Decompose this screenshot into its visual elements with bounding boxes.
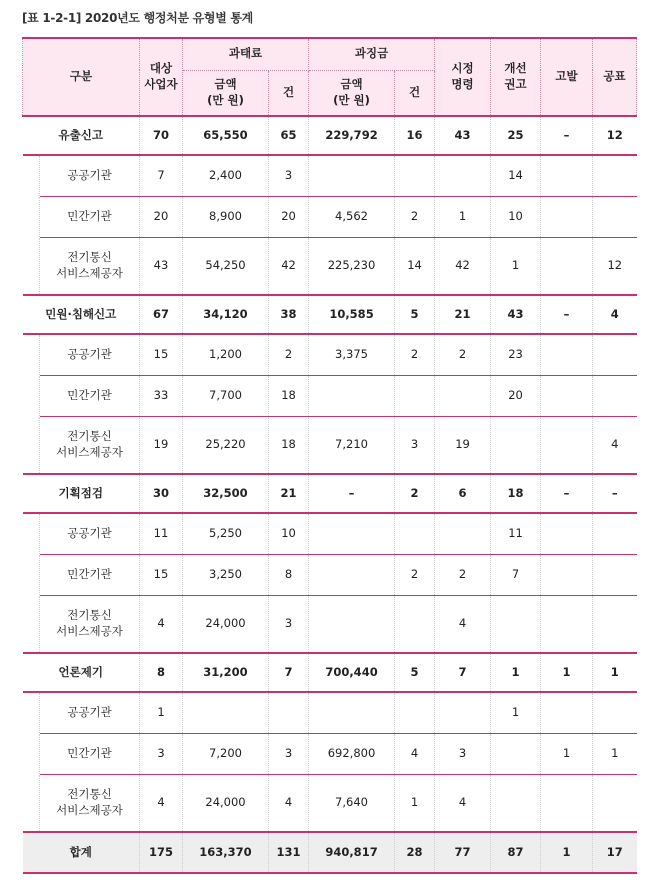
cell-publish [593, 595, 637, 653]
cell-accuse [541, 237, 593, 295]
cell-target: 8 [140, 653, 183, 692]
section-name: 기획점검 [23, 474, 140, 513]
cell-order: 1 [435, 196, 491, 237]
cell-target: 20 [140, 196, 183, 237]
indent-cell [23, 554, 40, 595]
cell-order: 21 [435, 295, 491, 334]
cell-penalty-count: 3 [395, 416, 435, 474]
cell-target: 4 [140, 774, 183, 832]
cell-recommend: 18 [491, 474, 541, 513]
sub-row [23, 733, 637, 774]
cell-accuse [541, 196, 593, 237]
cell-recommend: 1 [491, 237, 541, 295]
cell-penalty-amount [309, 595, 395, 653]
sub-row [23, 237, 637, 295]
cell-accuse [541, 334, 593, 375]
header-recommend: 개선 권고 [491, 38, 541, 116]
cell-fine-count: 131 [269, 832, 309, 873]
table-body [23, 116, 637, 873]
indent-cell [23, 155, 40, 196]
cell-publish: 12 [593, 116, 637, 155]
cell-order: 43 [435, 116, 491, 155]
section-row [23, 474, 637, 513]
sub-row [23, 554, 637, 595]
cell-fine-amount: 54,250 [183, 237, 269, 295]
header-fine-group: 과태료 [183, 38, 309, 70]
cell-penalty-amount [309, 554, 395, 595]
table-header [23, 38, 637, 116]
cell-publish [593, 196, 637, 237]
cell-accuse: 1 [541, 653, 593, 692]
cell-target: 7 [140, 155, 183, 196]
cell-fine-count: 42 [269, 237, 309, 295]
cell-accuse [541, 513, 593, 554]
sub-row [23, 416, 637, 474]
cell-target: 43 [140, 237, 183, 295]
cell-penalty-amount: 10,585 [309, 295, 395, 334]
cell-publish: – [593, 474, 637, 513]
header-penalty-amount: 금액 (만 원) [309, 70, 395, 116]
sub-name: 전기통신 서비스제공자 [40, 416, 140, 474]
cell-fine-count: 10 [269, 513, 309, 554]
sub-row [23, 774, 637, 832]
cell-target: 70 [140, 116, 183, 155]
cell-fine-amount [183, 692, 269, 733]
cell-fine-amount: 24,000 [183, 774, 269, 832]
sub-row [23, 692, 637, 733]
indent-cell [23, 595, 40, 653]
indent-cell [23, 692, 40, 733]
section-name: 언론제기 [23, 653, 140, 692]
section-name: 민원·침해신고 [23, 295, 140, 334]
cell-publish: 4 [593, 416, 637, 474]
cell-fine-count: 3 [269, 595, 309, 653]
cell-order [435, 155, 491, 196]
cell-penalty-amount [309, 155, 395, 196]
header-target: 대상 사업자 [140, 38, 183, 116]
cell-order: 4 [435, 595, 491, 653]
cell-publish [593, 375, 637, 416]
cell-fine-count: 3 [269, 155, 309, 196]
header-fine-amount: 금액 (만 원) [183, 70, 269, 116]
cell-recommend [491, 774, 541, 832]
cell-penalty-amount: 4,562 [309, 196, 395, 237]
cell-penalty-count: 14 [395, 237, 435, 295]
sub-row [23, 513, 637, 554]
cell-fine-count [269, 692, 309, 733]
cell-order: 3 [435, 733, 491, 774]
cell-recommend: 25 [491, 116, 541, 155]
cell-publish [593, 334, 637, 375]
header-penalty-count: 건 [395, 70, 435, 116]
cell-penalty-count: 2 [395, 554, 435, 595]
cell-target: 4 [140, 595, 183, 653]
cell-accuse [541, 155, 593, 196]
cell-fine-amount: 65,550 [183, 116, 269, 155]
cell-recommend [491, 733, 541, 774]
sub-row [23, 595, 637, 653]
indent-cell [23, 237, 40, 295]
cell-penalty-count: 16 [395, 116, 435, 155]
section-row [23, 116, 637, 155]
cell-target: 19 [140, 416, 183, 474]
sub-name: 공공기관 [40, 334, 140, 375]
cell-penalty-amount: 229,792 [309, 116, 395, 155]
header-order: 시정 명령 [435, 38, 491, 116]
cell-order: 6 [435, 474, 491, 513]
cell-fine-amount: 24,000 [183, 595, 269, 653]
cell-fine-amount: 7,700 [183, 375, 269, 416]
sub-name: 전기통신 서비스제공자 [40, 595, 140, 653]
sub-name: 민간기관 [40, 196, 140, 237]
sub-name: 공공기관 [40, 692, 140, 733]
sub-row [23, 196, 637, 237]
cell-target: 3 [140, 733, 183, 774]
cell-penalty-amount [309, 375, 395, 416]
cell-publish [593, 554, 637, 595]
cell-penalty-count: 2 [395, 196, 435, 237]
indent-cell [23, 334, 40, 375]
cell-penalty-count [395, 375, 435, 416]
cell-recommend [491, 595, 541, 653]
cell-target: 33 [140, 375, 183, 416]
cell-fine-count: 3 [269, 733, 309, 774]
sub-name: 민간기관 [40, 375, 140, 416]
cell-publish [593, 692, 637, 733]
cell-accuse [541, 554, 593, 595]
cell-penalty-count [395, 692, 435, 733]
cell-order: 77 [435, 832, 491, 873]
cell-fine-count: 20 [269, 196, 309, 237]
cell-penalty-count: 5 [395, 295, 435, 334]
cell-fine-count: 7 [269, 653, 309, 692]
indent-cell [23, 774, 40, 832]
cell-recommend: 7 [491, 554, 541, 595]
cell-penalty-count [395, 595, 435, 653]
cell-target: 15 [140, 334, 183, 375]
cell-fine-count: 38 [269, 295, 309, 334]
cell-fine-count: 2 [269, 334, 309, 375]
cell-penalty-count [395, 155, 435, 196]
cell-accuse [541, 595, 593, 653]
cell-order: 2 [435, 334, 491, 375]
cell-penalty-amount: 3,375 [309, 334, 395, 375]
cell-fine-amount: 163,370 [183, 832, 269, 873]
cell-fine-amount: 8,900 [183, 196, 269, 237]
cell-order: 7 [435, 653, 491, 692]
section-name: 유출신고 [23, 116, 140, 155]
cell-publish [593, 155, 637, 196]
header-fine-count: 건 [269, 70, 309, 116]
sub-row [23, 334, 637, 375]
cell-fine-amount: 25,220 [183, 416, 269, 474]
cell-fine-amount: 1,200 [183, 334, 269, 375]
cell-publish: 4 [593, 295, 637, 334]
sub-name: 전기통신 서비스제공자 [40, 774, 140, 832]
cell-accuse [541, 375, 593, 416]
cell-fine-amount: 5,250 [183, 513, 269, 554]
statistics-table [22, 37, 637, 874]
cell-fine-count: 18 [269, 375, 309, 416]
cell-target: 67 [140, 295, 183, 334]
cell-penalty-amount: 225,230 [309, 237, 395, 295]
cell-accuse: – [541, 474, 593, 513]
indent-cell [23, 733, 40, 774]
cell-accuse: – [541, 295, 593, 334]
cell-penalty-amount: 700,440 [309, 653, 395, 692]
header-publish: 공표 [593, 38, 637, 116]
sub-name: 민간기관 [40, 554, 140, 595]
cell-penalty-amount: 7,210 [309, 416, 395, 474]
cell-publish: 1 [593, 733, 637, 774]
cell-fine-amount: 7,200 [183, 733, 269, 774]
cell-penalty-count: 4 [395, 733, 435, 774]
cell-penalty-count [395, 513, 435, 554]
cell-fine-count: 8 [269, 554, 309, 595]
cell-penalty-count: 5 [395, 653, 435, 692]
indent-cell [23, 513, 40, 554]
cell-accuse [541, 692, 593, 733]
cell-fine-amount: 2,400 [183, 155, 269, 196]
header-penalty-group: 과징금 [309, 38, 435, 70]
cell-target: 30 [140, 474, 183, 513]
cell-penalty-amount: 7,640 [309, 774, 395, 832]
cell-penalty-amount: 692,800 [309, 733, 395, 774]
cell-order [435, 513, 491, 554]
cell-target: 175 [140, 832, 183, 873]
header-category: 구분 [23, 38, 140, 116]
section-row [23, 295, 637, 334]
cell-recommend: 20 [491, 375, 541, 416]
cell-recommend: 1 [491, 692, 541, 733]
cell-fine-amount: 34,120 [183, 295, 269, 334]
cell-fine-amount: 31,200 [183, 653, 269, 692]
cell-fine-count: 18 [269, 416, 309, 474]
indent-cell [23, 196, 40, 237]
cell-recommend: 87 [491, 832, 541, 873]
cell-target: 15 [140, 554, 183, 595]
cell-fine-count: 21 [269, 474, 309, 513]
cell-publish [593, 513, 637, 554]
cell-penalty-count: 28 [395, 832, 435, 873]
cell-order: 2 [435, 554, 491, 595]
total-row [23, 832, 637, 873]
cell-penalty-count: 1 [395, 774, 435, 832]
section-row [23, 653, 637, 692]
cell-order [435, 375, 491, 416]
sub-name: 전기통신 서비스제공자 [40, 237, 140, 295]
cell-fine-amount: 32,500 [183, 474, 269, 513]
sub-row [23, 155, 637, 196]
cell-accuse [541, 416, 593, 474]
cell-penalty-amount: – [309, 474, 395, 513]
cell-recommend: 11 [491, 513, 541, 554]
cell-recommend: 10 [491, 196, 541, 237]
cell-recommend: 23 [491, 334, 541, 375]
sub-row [23, 375, 637, 416]
cell-publish: 12 [593, 237, 637, 295]
cell-penalty-amount [309, 513, 395, 554]
indent-cell [23, 416, 40, 474]
cell-penalty-count: 2 [395, 474, 435, 513]
sub-name: 공공기관 [40, 513, 140, 554]
cell-publish [593, 774, 637, 832]
total-label: 합계 [23, 832, 140, 873]
cell-order: 42 [435, 237, 491, 295]
cell-target: 11 [140, 513, 183, 554]
cell-order: 4 [435, 774, 491, 832]
cell-order: 19 [435, 416, 491, 474]
header-accuse: 고발 [541, 38, 593, 116]
cell-fine-count: 4 [269, 774, 309, 832]
cell-penalty-amount [309, 692, 395, 733]
cell-recommend: 43 [491, 295, 541, 334]
cell-order [435, 692, 491, 733]
cell-fine-count: 65 [269, 116, 309, 155]
cell-recommend [491, 416, 541, 474]
sub-name: 민간기관 [40, 733, 140, 774]
cell-penalty-count: 2 [395, 334, 435, 375]
cell-accuse [541, 774, 593, 832]
cell-accuse: 1 [541, 832, 593, 873]
cell-penalty-amount: 940,817 [309, 832, 395, 873]
cell-accuse: – [541, 116, 593, 155]
sub-name: 공공기관 [40, 155, 140, 196]
cell-recommend: 1 [491, 653, 541, 692]
indent-cell [23, 375, 40, 416]
cell-publish: 1 [593, 653, 637, 692]
table-caption: [표 1-2-1] 2020년도 행정처분 유형별 통계 [22, 11, 253, 25]
cell-fine-amount: 3,250 [183, 554, 269, 595]
cell-publish: 17 [593, 832, 637, 873]
cell-accuse: 1 [541, 733, 593, 774]
cell-target: 1 [140, 692, 183, 733]
cell-recommend: 14 [491, 155, 541, 196]
